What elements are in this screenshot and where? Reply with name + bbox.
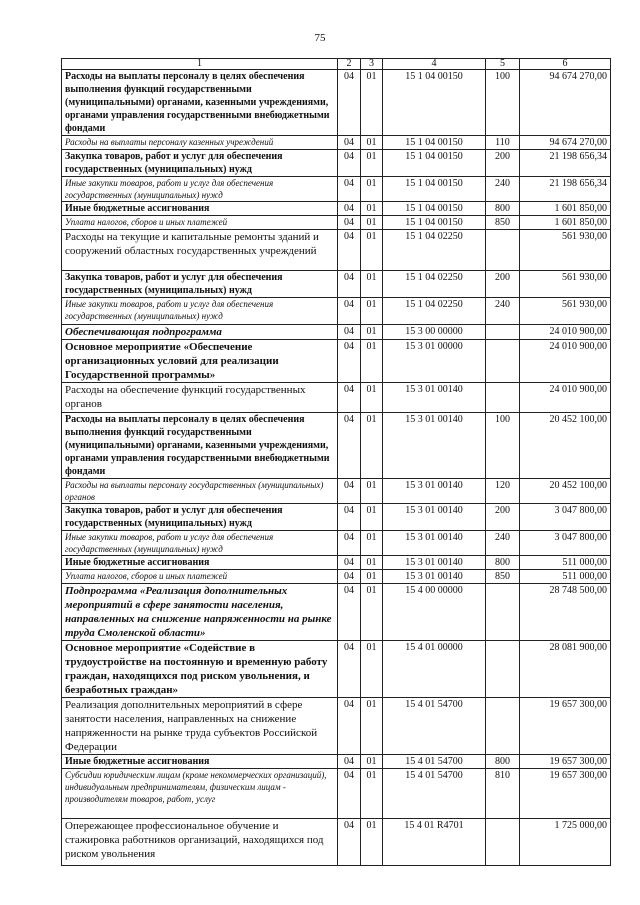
row-amount: 19 657 300,00 <box>520 755 611 769</box>
row-section: 04 <box>338 479 361 504</box>
table-row <box>62 584 611 641</box>
row-section: 04 <box>338 177 361 202</box>
row-expense-type <box>486 641 520 698</box>
row-amount: 24 010 900,00 <box>520 383 611 413</box>
row-target-code: 15 4 01 54700 <box>383 769 486 819</box>
row-amount: 1 601 850,00 <box>520 216 611 230</box>
budget-table <box>61 58 611 866</box>
row-expense-type: 110 <box>486 136 520 150</box>
row-amount: 19 657 300,00 <box>520 769 611 819</box>
table-row <box>62 136 611 150</box>
row-name: Расходы на выплаты персоналу в целях обеспечения выполнения функций государственными (муниципальными) органами, казенными учреждениями, органами управления государственными внебюджетными фондами <box>62 70 338 136</box>
table-row <box>62 202 611 216</box>
row-subsection: 01 <box>361 136 383 150</box>
row-name: Расходы на текущие и капитальные ремонты зданий и сооружений областных государственных учреждений <box>62 230 338 271</box>
row-target-code: 15 1 04 00150 <box>383 202 486 216</box>
row-subsection: 01 <box>361 698 383 755</box>
table-row <box>62 755 611 769</box>
row-amount: 3 047 800,00 <box>520 531 611 556</box>
table-row <box>62 413 611 479</box>
row-target-code: 15 4 01 54700 <box>383 755 486 769</box>
row-expense-type <box>486 584 520 641</box>
row-amount: 511 000,00 <box>520 570 611 584</box>
row-subsection: 01 <box>361 769 383 819</box>
row-subsection: 01 <box>361 556 383 570</box>
table-header-row <box>62 59 611 70</box>
row-section: 04 <box>338 150 361 177</box>
header-col-4: 4 <box>383 59 486 70</box>
row-subsection: 01 <box>361 230 383 271</box>
row-target-code: 15 4 01 R4701 <box>383 819 486 866</box>
row-expense-type: 240 <box>486 177 520 202</box>
row-section: 04 <box>338 136 361 150</box>
row-target-code: 15 1 04 00150 <box>383 216 486 230</box>
row-section: 04 <box>338 70 361 136</box>
row-section: 04 <box>338 202 361 216</box>
row-expense-type: 240 <box>486 531 520 556</box>
row-target-code: 15 1 04 00150 <box>383 136 486 150</box>
row-name: Расходы на обеспечение функций государственных органов <box>62 383 338 413</box>
row-subsection: 01 <box>361 819 383 866</box>
page-number: 75 <box>314 32 326 44</box>
header-col-5: 5 <box>486 59 520 70</box>
row-section: 04 <box>338 230 361 271</box>
table-row <box>62 570 611 584</box>
table-row <box>62 298 611 325</box>
row-expense-type: 200 <box>486 150 520 177</box>
row-expense-type: 100 <box>486 413 520 479</box>
row-expense-type: 850 <box>486 570 520 584</box>
row-amount: 94 674 270,00 <box>520 136 611 150</box>
row-section: 04 <box>338 570 361 584</box>
header-col-1: 1 <box>62 59 338 70</box>
row-amount: 561 930,00 <box>520 230 611 271</box>
row-section: 04 <box>338 641 361 698</box>
row-name: Обеспечивающая подпрограмма <box>62 325 338 340</box>
header-col-2: 2 <box>338 59 361 70</box>
row-subsection: 01 <box>361 531 383 556</box>
table-row <box>62 383 611 413</box>
row-expense-type: 240 <box>486 298 520 325</box>
row-amount: 3 047 800,00 <box>520 504 611 531</box>
row-subsection: 01 <box>361 641 383 698</box>
row-name: Иные закупки товаров, работ и услуг для обеспечения государственных (муниципальных) нужд <box>62 298 338 325</box>
row-name: Иные бюджетные ассигнования <box>62 755 338 769</box>
table-row <box>62 769 611 819</box>
row-section: 04 <box>338 531 361 556</box>
table-row <box>62 698 611 755</box>
row-expense-type: 800 <box>486 202 520 216</box>
table-row <box>62 150 611 177</box>
row-subsection: 01 <box>361 413 383 479</box>
row-name: Иные закупки товаров, работ и услуг для обеспечения государственных (муниципальных) нужд <box>62 177 338 202</box>
row-name: Иные бюджетные ассигнования <box>62 556 338 570</box>
table-row <box>62 230 611 271</box>
row-target-code: 15 1 04 00150 <box>383 70 486 136</box>
row-amount: 94 674 270,00 <box>520 70 611 136</box>
row-expense-type: 120 <box>486 479 520 504</box>
row-name: Иные закупки товаров, работ и услуг для обеспечения государственных (муниципальных) нужд <box>62 531 338 556</box>
row-subsection: 01 <box>361 202 383 216</box>
table-row <box>62 819 611 866</box>
row-subsection: 01 <box>361 177 383 202</box>
row-section: 04 <box>338 755 361 769</box>
table-row <box>62 70 611 136</box>
row-subsection: 01 <box>361 383 383 413</box>
table-row <box>62 531 611 556</box>
row-section: 04 <box>338 556 361 570</box>
row-target-code: 15 4 01 00000 <box>383 641 486 698</box>
row-subsection: 01 <box>361 271 383 298</box>
row-section: 04 <box>338 413 361 479</box>
row-name: Закупка товаров, работ и услуг для обеспечения государственных (муниципальных) нужд <box>62 504 338 531</box>
table-row <box>62 556 611 570</box>
row-section: 04 <box>338 340 361 383</box>
row-amount: 21 198 656,34 <box>520 150 611 177</box>
row-target-code: 15 1 04 02250 <box>383 271 486 298</box>
row-amount: 561 930,00 <box>520 271 611 298</box>
row-name: Основное мероприятие «Обеспечение организационных условий для реализации Государственной программы» <box>62 340 338 383</box>
table-row <box>62 340 611 383</box>
row-amount: 19 657 300,00 <box>520 698 611 755</box>
row-subsection: 01 <box>361 150 383 177</box>
row-expense-type: 200 <box>486 504 520 531</box>
row-target-code: 15 3 00 00000 <box>383 325 486 340</box>
table-row <box>62 641 611 698</box>
row-name: Расходы на выплаты персоналу государственных (муниципальных) органов <box>62 479 338 504</box>
row-amount: 20 452 100,00 <box>520 479 611 504</box>
row-name: Уплата налогов, сборов и иных платежей <box>62 570 338 584</box>
row-section: 04 <box>338 325 361 340</box>
row-target-code: 15 3 01 00140 <box>383 479 486 504</box>
row-section: 04 <box>338 298 361 325</box>
header-col-6: 6 <box>520 59 611 70</box>
row-section: 04 <box>338 819 361 866</box>
row-subsection: 01 <box>361 755 383 769</box>
row-name: Иные бюджетные ассигнования <box>62 202 338 216</box>
row-subsection: 01 <box>361 298 383 325</box>
row-expense-type <box>486 698 520 755</box>
row-subsection: 01 <box>361 216 383 230</box>
table-row <box>62 271 611 298</box>
row-name: Подпрограмма «Реализация дополнительных мероприятий в сфере занятости населения, направленных на снижение напряженности на рынке труда Смоленской области» <box>62 584 338 641</box>
row-target-code: 15 4 01 54700 <box>383 698 486 755</box>
row-section: 04 <box>338 383 361 413</box>
table-row <box>62 216 611 230</box>
row-section: 04 <box>338 698 361 755</box>
row-name: Уплата налогов, сборов и иных платежей <box>62 216 338 230</box>
row-amount: 24 010 900,00 <box>520 340 611 383</box>
row-expense-type: 850 <box>486 216 520 230</box>
row-section: 04 <box>338 271 361 298</box>
table-row <box>62 325 611 340</box>
row-name: Расходы на выплаты персоналу в целях обеспечения выполнения функций государственными (муниципальными) органами, казенными учреждениями, органами управления государственными внебюджетными фондами <box>62 413 338 479</box>
row-section: 04 <box>338 216 361 230</box>
row-target-code: 15 3 01 00000 <box>383 340 486 383</box>
row-amount: 511 000,00 <box>520 556 611 570</box>
row-expense-type <box>486 325 520 340</box>
row-target-code: 15 3 01 00140 <box>383 504 486 531</box>
row-name: Расходы на выплаты персоналу казенных учреждений <box>62 136 338 150</box>
row-target-code: 15 3 01 00140 <box>383 570 486 584</box>
row-target-code: 15 3 01 00140 <box>383 531 486 556</box>
row-expense-type: 810 <box>486 769 520 819</box>
row-amount: 561 930,00 <box>520 298 611 325</box>
table-row <box>62 479 611 504</box>
row-subsection: 01 <box>361 340 383 383</box>
row-section: 04 <box>338 504 361 531</box>
row-name: Закупка товаров, работ и услуг для обеспечения государственных (муниципальных) нужд <box>62 150 338 177</box>
row-target-code: 15 3 01 00140 <box>383 556 486 570</box>
table-row <box>62 177 611 202</box>
row-subsection: 01 <box>361 479 383 504</box>
row-section: 04 <box>338 769 361 819</box>
row-subsection: 01 <box>361 325 383 340</box>
row-section: 04 <box>338 584 361 641</box>
row-expense-type: 100 <box>486 70 520 136</box>
row-name: Реализация дополнительных мероприятий в сфере занятости населения, направленных на снижение напряженности на рынке труда субъектов Российской Федерации <box>62 698 338 755</box>
row-subsection: 01 <box>361 70 383 136</box>
row-name: Опережающее профессиональное обучение и стажировка работников организаций, находящихся под риском увольнения <box>62 819 338 866</box>
row-amount: 28 748 500,00 <box>520 584 611 641</box>
row-target-code: 15 3 01 00140 <box>383 413 486 479</box>
row-expense-type: 200 <box>486 271 520 298</box>
row-amount: 24 010 900,00 <box>520 325 611 340</box>
row-target-code: 15 1 04 02250 <box>383 230 486 271</box>
row-target-code: 15 3 01 00140 <box>383 383 486 413</box>
row-target-code: 15 1 04 00150 <box>383 177 486 202</box>
row-name: Основное мероприятие «Содействие в трудоустройстве на постоянную и временную работу граждан, находящихся под риском увольнения, и безработных граждан» <box>62 641 338 698</box>
row-expense-type <box>486 819 520 866</box>
row-target-code: 15 1 04 02250 <box>383 298 486 325</box>
row-subsection: 01 <box>361 504 383 531</box>
row-amount: 1 725 000,00 <box>520 819 611 866</box>
row-name: Субсидии юридическим лицам (кроме некоммерческих организаций), индивидуальным предпринимателям, физическим лицам - производителям товаров, работ, услуг <box>62 769 338 819</box>
row-expense-type <box>486 230 520 271</box>
row-amount: 20 452 100,00 <box>520 413 611 479</box>
row-target-code: 15 4 00 00000 <box>383 584 486 641</box>
row-subsection: 01 <box>361 570 383 584</box>
row-amount: 1 601 850,00 <box>520 202 611 216</box>
row-expense-type: 800 <box>486 755 520 769</box>
row-target-code: 15 1 04 00150 <box>383 150 486 177</box>
row-amount: 28 081 900,00 <box>520 641 611 698</box>
table-row <box>62 504 611 531</box>
row-name: Закупка товаров, работ и услуг для обеспечения государственных (муниципальных) нужд <box>62 271 338 298</box>
row-amount: 21 198 656,34 <box>520 177 611 202</box>
header-col-3: 3 <box>361 59 383 70</box>
row-subsection: 01 <box>361 584 383 641</box>
row-expense-type <box>486 383 520 413</box>
row-expense-type: 800 <box>486 556 520 570</box>
row-expense-type <box>486 340 520 383</box>
